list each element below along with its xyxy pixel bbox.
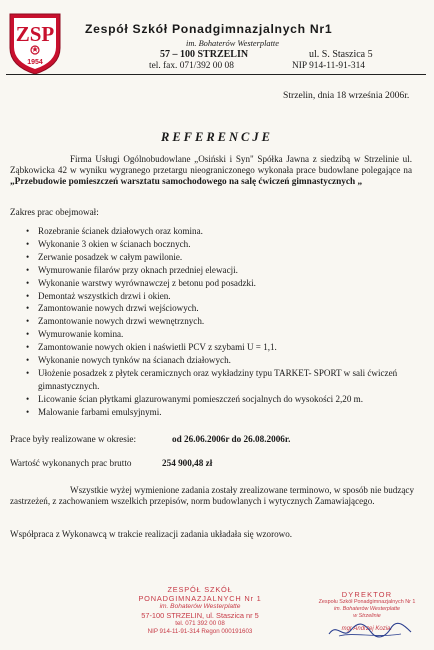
cooperation-sentence: Współpraca z Wykonawcą w trakcie realizacji zadania układała się wzorowo.	[10, 529, 293, 539]
list-item: • Zerwanie posadzek w całym pawilonie.	[10, 251, 410, 264]
document-title: REFERENCJE	[161, 130, 273, 144]
school-city	[160, 49, 248, 60]
period-value: od 26.06.2006r do 26.08.2006r.	[172, 434, 291, 444]
scope-label: Zakres prac obejmował:	[10, 207, 99, 217]
list-item: • Licowanie ścian płytkami glazurowanymi pomieszczeń socjalnych do wysokości 2,20 m.	[10, 393, 410, 406]
place-date: Strzelin, dnia 18 września 2006r.	[283, 90, 410, 101]
school-stamp-line: im. Bohaterów Westerplatte	[159, 603, 241, 610]
school-stamp	[120, 585, 280, 636]
signature-scribble	[325, 618, 415, 642]
list-item: • Wymurowanie filarów przy oknach przedniej elewacji.	[10, 264, 410, 277]
logo-year: 1954	[27, 59, 43, 66]
director-stamp-line: im. Bohaterów Westerplatte	[333, 606, 401, 612]
list-item: • Malowanie farbami emulsyjnymi.	[10, 406, 410, 419]
works-list	[10, 225, 410, 419]
list-item: • Wykonanie warstwy wyrównawczej z betonu pod posadzki.	[10, 277, 410, 290]
school-stamp-line: ZESPÓŁ SZKÓŁ	[167, 585, 233, 594]
intro-text: Firma Usługi Ogólnobudowlane „Osiński i Syn" Spółka Jawna z siedzibą w Strzelinie ul. Ząbkowicka 42 w wyniku wygranego przetargu nieograniczonego wykonała prace budowlane polegające na	[10, 154, 412, 175]
director-stamp-line: mgr Andrzej Koziar	[341, 626, 393, 632]
list-item: • Ułożenie posadzek z płytek ceramicznych oraz wykładziny typu TARKET- SPORT w sali ćwiczeń gimnastycznych.	[10, 367, 410, 393]
director-stamp-line: DYREKTOR	[341, 590, 393, 599]
school-name: Zespół Szkół Ponadgimnazjalnych Nr1	[85, 22, 333, 36]
list-item: • Zamontowanie nowych okien i naświetli PCV z szybami U = 1,1.	[10, 341, 410, 354]
school-stamp-line: tel. 071 392 00 08	[175, 620, 225, 627]
logo-letters: ZSP	[15, 22, 55, 46]
period-label: Prace były realizowane w okresie:	[10, 434, 137, 444]
list-item: • Demontaż wszystkich drzwi i okien.	[10, 290, 410, 303]
school-logo	[4, 8, 66, 76]
list-item: • Zamontowanie nowych drzwi wejściowych.	[10, 302, 410, 315]
letterhead-divider	[6, 74, 426, 75]
school-phone: tel. fax. 071/392 00 08	[149, 61, 234, 71]
list-item: • Rozebranie ścianek działowych oraz komina.	[10, 225, 410, 238]
school-street: ul. S. Staszica 5	[309, 49, 373, 60]
school-patron: im. Bohaterów Westerplatte	[186, 39, 279, 48]
school-stamp-line: 57-100 STRZELIN, ul. Staszica nr 5	[141, 611, 259, 620]
closing-paragraph: Wszystkie wyżej wymienione zadania zostały zrealizowane terminowo, w sposób nie budzący zastrzeżeń, z zachowaniem wszelkich przepisów, norm budowlanych i wytycznych Zamawiającego.	[10, 485, 414, 506]
contract-value-amount: 254 900,48 zł	[162, 458, 213, 468]
project-name: „Przebudowie pomieszczeń warsztatu samochodowego na salę ćwiczeń gimnastycznych „	[10, 177, 363, 187]
school-stamp-line: PONADGIMNAZJALNYCH Nr 1	[138, 594, 262, 603]
list-item: • Zamontowanie nowych drzwi wewnętrznych.	[10, 315, 410, 328]
director-stamp-line: Zespołu Szkół Ponadgimnazjalnych Nr 1	[318, 599, 416, 605]
postal-city: 57 – 100 STRZELIN	[160, 49, 249, 60]
list-item: • Wykonanie 3 okien w ścianach bocznych.	[10, 238, 410, 251]
school-nip: NIP 914-11-91-314	[292, 61, 365, 71]
school-stamp-line: NIP 914-11-91-314 Regon 000191603	[147, 628, 253, 635]
list-item: • Wymurowanie komina.	[10, 328, 410, 341]
director-stamp-line: w Strzelinie	[353, 613, 381, 619]
list-item: • Wykonanie nowych tynków na ścianach działowych.	[10, 354, 410, 367]
contract-value-label: Wartość wykonanych prac brutto	[10, 458, 132, 468]
intro-paragraph	[10, 154, 412, 188]
